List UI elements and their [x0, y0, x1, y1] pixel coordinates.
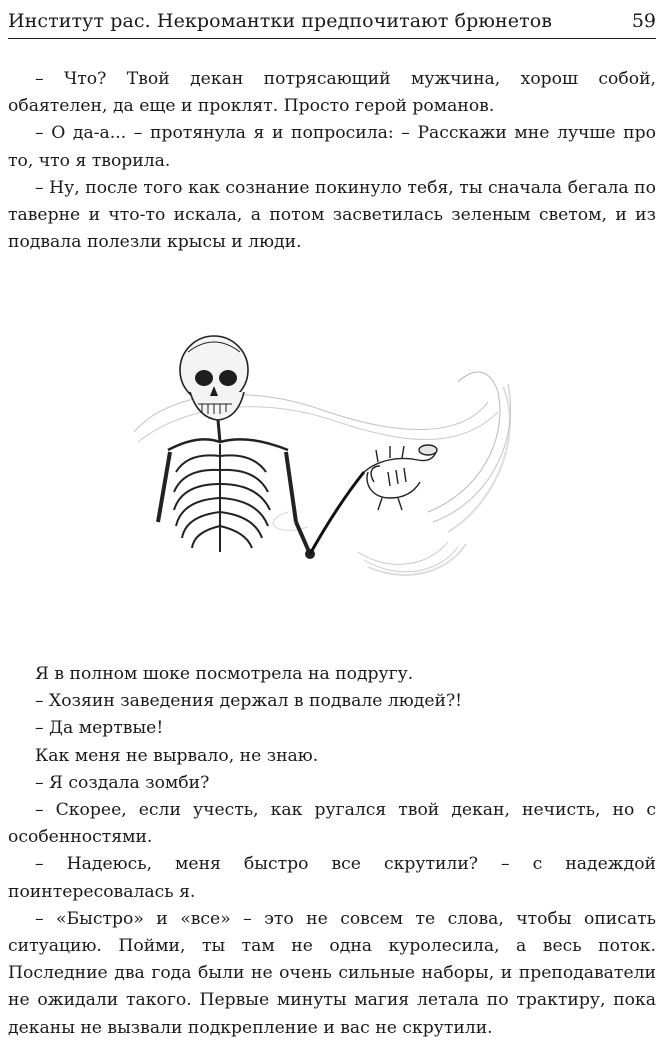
paragraph: Как меня не вырвало, не знаю. — [35, 745, 319, 766]
paragraph: Я в полном шоке посмотрела на подругу. — [35, 664, 414, 684]
paragraph: – «Быстро» и «все» – это не совсем те слова, чтобы описать ситуацию. Пойми, ты там не одна куролесила, а весь поток. Последние два года были не очень сильные наборы, и преподаватели не ожидали такого. Первые минуты магия летала по трактиру, пока деканы не вызвали подкрепление и вас не скрутили. — [8, 908, 656, 1038]
text-block-bottom — [8, 661, 656, 1042]
skeleton-with-lizard-icon — [128, 322, 528, 584]
running-header — [8, 6, 656, 39]
paragraph: – Я создала зомби? — [35, 772, 210, 793]
text-block-top — [8, 66, 656, 256]
paragraph: – Да мертвые! — [35, 718, 164, 739]
header-title: Институт рас. Некромантки предпочитают брюнетов — [8, 10, 553, 32]
paragraph: – Надеюсь, меня быстро все скрутили? – с надеждой поинтересовалась я. — [8, 854, 656, 902]
paragraph: – Хозяин заведения держал в подвале людей?! — [35, 691, 463, 712]
page-number: 59 — [631, 10, 656, 32]
paragraph: – Скорее, если учесть, как ругался твой декан, нечисть, но с особенностями. — [8, 800, 656, 848]
paragraph: – Что? Твой декан потрясающий мужчина, хорош собой, обаятелен, да еще и проклят. Просто герой романов. — [8, 69, 656, 117]
paragraph: – О да-а... – протянула я и попросила: – Расскажи мне лучше про то, что я творила. — [8, 123, 656, 171]
paragraph: – Ну, после того как сознание покинуло тебя, ты сначала бегала по таверне и что-то искала, а потом засветилась зеленым светом, и из подвала полезли крысы и люди. — [8, 177, 656, 253]
